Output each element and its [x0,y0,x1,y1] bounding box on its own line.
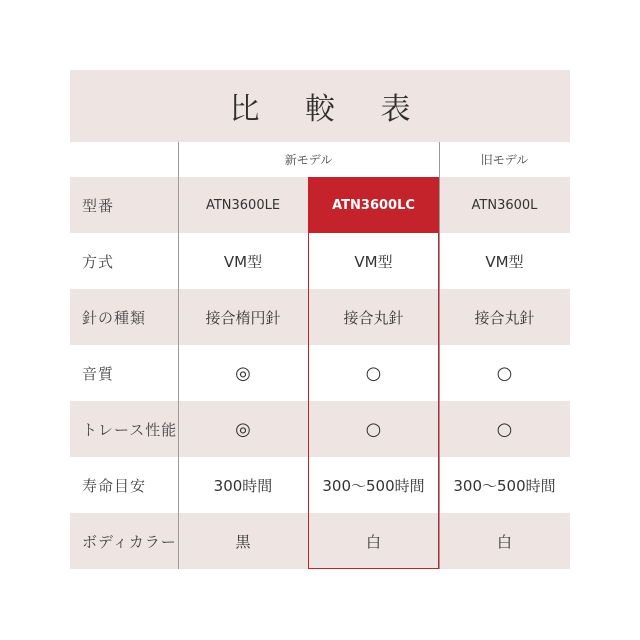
cell-atn3600lc-highlight: ATN3600LC [308,177,439,233]
row-tracking [70,401,570,457]
comparison-table [70,70,570,570]
row-label: 寿命目安 [82,476,147,495]
cell-value: 300時間 [213,476,273,495]
double-circle-mark: ◎ [235,418,251,440]
cell-value: VM型 [354,252,393,271]
row-label: ボディカラー [82,532,177,551]
circle-mark: ○ [496,362,513,384]
row-body-color [70,513,570,569]
cell-value: VM型 [223,252,263,271]
header-new-model: 新モデル [284,153,333,167]
row-model-number [70,177,570,233]
row-label: 型番 [82,196,115,215]
header-row [70,142,570,177]
cell-value: 300〜500時間 [453,476,556,495]
cell-value: 白 [496,532,512,551]
cell-value: 黒 [235,532,251,551]
cell-value: 接合丸針 [474,308,535,327]
row-label: 音質 [82,364,115,383]
cell-value: 接合丸針 [343,308,404,327]
cell-value: VM型 [485,252,524,271]
row-lifespan [70,457,570,513]
row-label: 針の種類 [82,308,147,327]
row-stylus-type [70,289,570,345]
cell-atn3600l: ATN3600L [471,197,538,213]
circle-mark: ○ [365,418,382,440]
page-title: 比 較 表 [229,92,429,127]
cell-atn3600le: ATN3600LE [205,197,281,213]
cell-value: 接合楕円針 [205,308,281,327]
header-empty-cell [70,142,178,177]
row-label: トレース性能 [82,420,178,439]
row-sound-quality [70,345,570,401]
row-type [70,233,570,289]
cell-value: 300〜500時間 [322,476,425,495]
cell-value: 白 [365,532,381,551]
circle-mark: ○ [365,362,382,384]
row-label: 方式 [82,252,115,271]
column-divider [178,142,179,569]
double-circle-mark: ◎ [235,362,251,384]
title-bar [70,70,570,142]
circle-mark: ○ [496,418,513,440]
header-old-model: 旧モデル [480,153,529,167]
column-divider [439,142,440,569]
